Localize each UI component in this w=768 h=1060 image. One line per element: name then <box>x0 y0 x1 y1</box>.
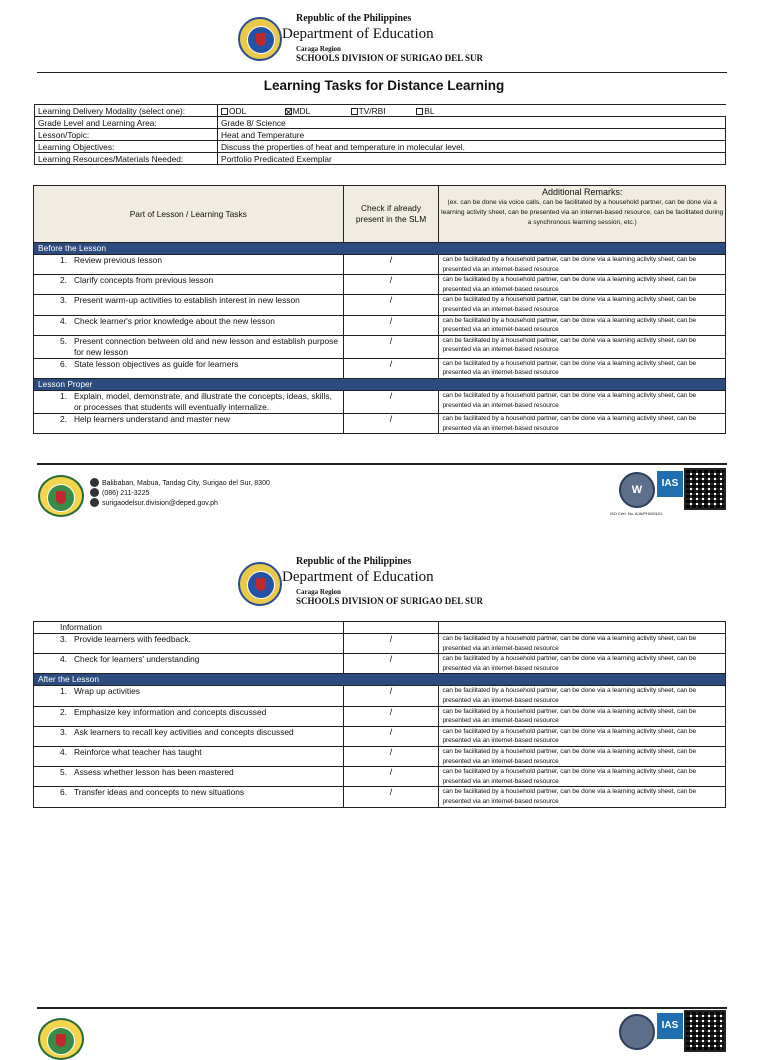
task-text <box>34 634 344 654</box>
modality-options <box>218 105 726 117</box>
check-mark[interactable]: / <box>343 654 439 674</box>
checkbox-bl[interactable] <box>416 108 423 115</box>
remark-text: can be facilitated by a household partner, can be done via a learning activity sheet, can be presented via an internet-based resource <box>439 275 726 295</box>
resources-label: Learning Resources/Materials Needed: <box>35 153 218 165</box>
task-label <box>37 255 340 266</box>
option-tvrbi: TV/RBI <box>358 105 386 116</box>
task-description: Transfer ideas and concepts to new situations <box>74 787 245 798</box>
task-text <box>34 358 344 378</box>
remark-text: can be facilitated by a household partner, can be done via a learning activity sheet, can be presented via an internet-based resource <box>439 634 726 654</box>
header-divider <box>37 72 727 73</box>
task-text <box>34 726 344 746</box>
task-number: 3. <box>60 726 67 737</box>
task-description: Check learner's prior knowledge about the new lesson <box>74 315 275 326</box>
republic-text: Republic of the Philippines <box>296 13 412 24</box>
task-number: 1. <box>60 686 67 697</box>
remark-text: can be facilitated by a household partner, can be done via a learning activity sheet, can be presented via an internet-based resource <box>439 295 726 315</box>
ias-badge-p2: IAS <box>657 1013 683 1039</box>
check-mark[interactable]: / <box>343 335 439 358</box>
checkbox-odl[interactable] <box>221 108 228 115</box>
task-text <box>34 787 344 807</box>
task-label <box>37 727 340 738</box>
task-text <box>34 390 344 413</box>
check-mark[interactable]: / <box>343 634 439 654</box>
task-row <box>34 634 726 654</box>
tasks-table-page1 <box>33 185 726 434</box>
header-part: Part of Lesson / Learning Tasks <box>34 186 344 243</box>
remark-text: can be facilitated by a household partner, can be done via a learning activity sheet, can be presented via an internet-based resource <box>439 358 726 378</box>
remark-text: can be facilitated by a household partner, can be done via a learning activity sheet, can be presented via an internet-based resource <box>439 255 726 275</box>
task-description: Present warm-up activities to establish interest in new lesson <box>74 295 300 306</box>
check-mark[interactable]: / <box>343 315 439 335</box>
task-text <box>34 654 344 674</box>
task-description: Clarify concepts from previous lesson <box>74 275 214 286</box>
check-mark[interactable]: / <box>343 358 439 378</box>
check-mark[interactable]: / <box>343 413 439 433</box>
footer-contact <box>90 478 270 507</box>
check-mark[interactable]: / <box>343 767 439 787</box>
task-label <box>37 654 340 665</box>
task-description: Explain, model, demonstrate, and illustrate the concepts, ideas, skills, or processes that students will eventually internalize. <box>74 390 332 412</box>
remark-text: can be facilitated by a household partner, can be done via a learning activity sheet, can be presented via an internet-based resource <box>439 413 726 433</box>
check-mark[interactable]: / <box>343 295 439 315</box>
lesson-info-table <box>34 104 726 165</box>
department-title: Department of Education <box>282 26 434 42</box>
option-mdl: MDL <box>292 105 310 116</box>
task-text <box>34 335 344 358</box>
footer-divider <box>37 463 727 465</box>
task-text <box>34 746 344 766</box>
task-description: Present connection between old and new lesson and establish purpose for new lesson <box>74 335 338 357</box>
task-text <box>34 255 344 275</box>
task-number: 1. <box>60 390 67 401</box>
check-mark[interactable]: / <box>343 686 439 706</box>
footer-email: surigaodelsur.division@deped.gov.ph <box>102 500 218 507</box>
deped-seal-logo <box>238 17 282 61</box>
remark-text: can be facilitated by a household partner, can be done via a learning activity sheet, can be presented via an internet-based resource <box>439 706 726 726</box>
iso-cert-text: ISO Cert. No. AJA/PHI/00101 <box>610 511 663 516</box>
task-label <box>37 275 340 286</box>
email-icon <box>90 498 99 507</box>
topic-label: Lesson/Topic: <box>35 129 218 141</box>
qr-code-icon <box>684 468 726 510</box>
task-row <box>34 726 726 746</box>
header-remarks <box>439 186 726 243</box>
page-title: Learning Tasks for Distance Learning <box>263 78 505 93</box>
task-description: Wrap up activities <box>74 686 140 697</box>
remark-text: can be facilitated by a household partner, can be done via a learning activity sheet, can be presented via an internet-based resource <box>439 767 726 787</box>
header-check: Check if already present in the SLM <box>343 186 439 243</box>
remark-cell <box>439 622 726 634</box>
check-cell[interactable] <box>343 622 439 634</box>
division-text: SCHOOLS DIVISION OF SURIGAO DEL SUR <box>296 53 483 63</box>
task-text <box>34 706 344 726</box>
task-row <box>34 767 726 787</box>
task-description: Check for learners' understanding <box>74 654 200 665</box>
task-label <box>37 414 340 425</box>
continued-text: Information <box>60 622 102 632</box>
task-description: Provide learners with feedback. <box>74 634 191 644</box>
task-label <box>37 391 340 413</box>
task-text <box>34 275 344 295</box>
task-number: 2. <box>60 413 67 424</box>
topic-value: Heat and Temperature <box>218 129 726 141</box>
task-description: Reinforce what teacher has taught <box>74 746 202 757</box>
check-mark[interactable]: / <box>343 255 439 275</box>
remarks-title: Additional Remarks: <box>541 187 623 197</box>
certification-logo-p2 <box>619 1014 655 1050</box>
task-text <box>34 295 344 315</box>
remark-text: can be facilitated by a household partner, can be done via a learning activity sheet, can be presented via an internet-based resource <box>439 787 726 807</box>
division-text-p2: SCHOOLS DIVISION OF SURIGAO DEL SUR <box>296 596 483 606</box>
grade-label: Grade Level and Learning Area: <box>35 117 218 129</box>
check-mark[interactable]: / <box>343 275 439 295</box>
qr-code-icon-p2 <box>684 1010 726 1052</box>
modality-label: Learning Delivery Modality (select one): <box>35 105 218 117</box>
task-row <box>34 686 726 706</box>
continued-task-text <box>34 622 344 634</box>
deped-seal-logo-p2 <box>238 562 282 606</box>
grade-value: Grade 8/ Science <box>218 117 726 129</box>
task-label <box>37 336 340 358</box>
section-before-lesson: Before the Lesson <box>34 243 726 255</box>
resources-value: Portfolio Predicated Exemplar <box>218 153 726 165</box>
task-description: State lesson objectives as guide for learners <box>74 358 239 369</box>
task-description: Emphasize key information and concepts discussed <box>74 706 267 717</box>
task-label <box>37 316 340 327</box>
region-text-p2: Caraga Region <box>296 588 341 596</box>
division-seal-logo <box>38 475 84 517</box>
task-row <box>34 255 726 275</box>
remark-text: can be facilitated by a household partner, can be done via a learning activity sheet, can be presented via an internet-based resource <box>439 686 726 706</box>
region-text: Caraga Region <box>296 45 341 53</box>
task-number: 4. <box>60 654 67 665</box>
task-text <box>34 315 344 335</box>
check-mark[interactable]: / <box>343 706 439 726</box>
location-icon <box>90 478 99 487</box>
objectives-value: Discuss the properties of heat and temperature in molecular level. <box>218 141 726 153</box>
remark-text: can be facilitated by a household partner, can be done via a learning activity sheet, can be presented via an internet-based resource <box>439 746 726 766</box>
task-row <box>34 787 726 807</box>
task-description: Help learners understand and master new <box>74 413 230 424</box>
certification-logo: W <box>619 472 655 508</box>
check-mark[interactable]: / <box>343 787 439 807</box>
task-row <box>34 746 726 766</box>
task-text <box>34 686 344 706</box>
task-row <box>34 295 726 315</box>
task-text <box>34 767 344 787</box>
section-lesson-proper: Lesson Proper <box>34 378 726 390</box>
task-number: 6. <box>60 787 67 798</box>
task-label <box>37 359 340 370</box>
task-label <box>37 787 340 798</box>
checkbox-mdl[interactable] <box>285 108 292 115</box>
task-row <box>34 358 726 378</box>
task-row <box>34 390 726 413</box>
republic-text-p2: Republic of the Philippines <box>296 556 412 567</box>
remark-text: can be facilitated by a household partner, can be done via a learning activity sheet, can be presented via an internet-based resource <box>439 726 726 746</box>
tasks-table-page2 <box>33 621 726 808</box>
option-bl: BL <box>424 105 435 116</box>
division-seal-logo-p2 <box>38 1018 84 1060</box>
section-after-lesson: After the Lesson <box>34 674 726 686</box>
task-description: Ask learners to recall key activities and concepts discussed <box>74 726 294 737</box>
task-number: 2. <box>60 706 67 717</box>
phone-icon <box>90 488 99 497</box>
task-number: 4. <box>60 315 67 326</box>
footer-address: Balibaban, Mabua, Tandag City, Surigao del Sur, 8300 <box>102 480 270 487</box>
task-number: 5. <box>60 335 67 346</box>
task-number: 5. <box>60 767 67 778</box>
task-number: 4. <box>60 746 67 757</box>
task-label <box>37 295 340 306</box>
check-mark[interactable]: / <box>343 390 439 413</box>
task-row <box>34 706 726 726</box>
option-odl: ODL <box>229 105 246 116</box>
task-row <box>34 413 726 433</box>
task-row <box>34 315 726 335</box>
checkbox-tvrbi[interactable] <box>351 108 358 115</box>
task-label <box>37 686 340 697</box>
task-row <box>34 335 726 358</box>
remark-text: can be facilitated by a household partner, can be done via a learning activity sheet, can be presented via an internet-based resource <box>439 390 726 413</box>
task-number: 3. <box>60 295 67 306</box>
task-number: 1. <box>60 255 67 265</box>
objectives-label: Learning Objectives: <box>35 141 218 153</box>
task-text <box>34 413 344 433</box>
task-label <box>37 634 340 645</box>
check-mark[interactable]: / <box>343 746 439 766</box>
task-row <box>34 275 726 295</box>
department-title-p2: Department of Education <box>282 569 434 585</box>
task-label <box>37 707 340 718</box>
task-number: 2. <box>60 275 67 286</box>
task-row <box>34 654 726 674</box>
task-description: Review previous lesson <box>74 255 162 265</box>
remarks-subtitle: (ex. can be done via voice calls, can be facilitated by a household partner, can be done via a learning activity sheet, can be presented via an internet-based resource, can be facilitated during a synchronous learning session, etc.) <box>441 199 724 226</box>
task-number: 6. <box>60 358 67 369</box>
footer-divider-p2 <box>37 1007 727 1009</box>
task-description: Assess whether lesson has been mastered <box>74 767 234 778</box>
remark-text: can be facilitated by a household partner, can be done via a learning activity sheet, can be presented via an internet-based resource <box>439 335 726 358</box>
footer-phone: (086) 211-3225 <box>102 490 150 497</box>
check-mark[interactable]: / <box>343 726 439 746</box>
task-label <box>37 747 340 758</box>
remark-text: can be facilitated by a household partner, can be done via a learning activity sheet, can be presented via an internet-based resource <box>439 315 726 335</box>
task-label <box>37 767 340 778</box>
remark-text: can be facilitated by a household partner, can be done via a learning activity sheet, can be presented via an internet-based resource <box>439 654 726 674</box>
ias-badge: IAS <box>657 471 683 497</box>
task-number: 3. <box>60 634 67 644</box>
